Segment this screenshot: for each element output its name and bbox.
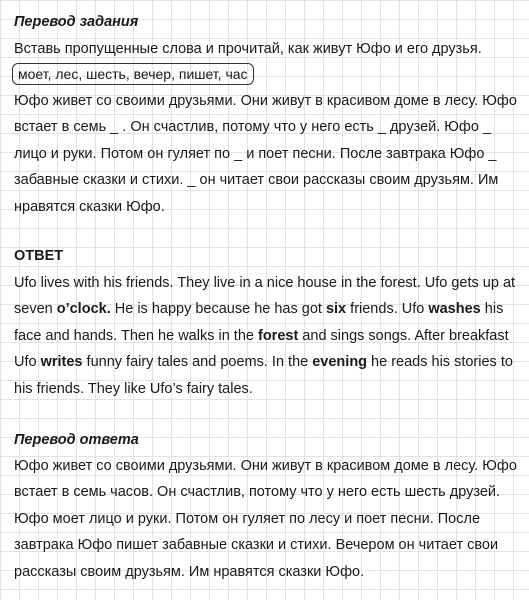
- answer-text-segment: his face and hands. Then he walks in the: [14, 301, 504, 344]
- answer-inserted-word: six: [325, 301, 347, 318]
- answer-text-segment: Ufo lives with his friends. They live in a nice house in the forest. Ufo gets up at seven: [14, 275, 516, 318]
- answer-inserted-word: o’clock.: [56, 301, 111, 318]
- answer-heading: ОТВЕТ: [14, 248, 64, 264]
- answer-text-segment: He is happy because he has got: [110, 301, 326, 318]
- answer-text-segment: he reads his stories to his friends. They like Ufo’s fairy tales.: [14, 354, 513, 397]
- answer-text-segment: funny fairy tales and poems. In the: [82, 354, 313, 371]
- task-instruction: Вставь пропущенные слова и прочитай, как живут Юфо и его друзья.: [14, 41, 482, 57]
- answer-inserted-word: writes: [40, 354, 83, 371]
- answer-inserted-word: washes: [428, 301, 481, 318]
- task-text: Юфо живет со своими друзьями. Они живут в красивом доме в лесу. Юфо встает в семь _ . Он счастлив, потому что у него есть _ друзей. Юфо _ лицо и руки. Потом он гуляет по _ и поет песни. После завтрака Юфо _ забавные сказки и стихи. _ он читает свои рассказы своим друзьям. Им нравятся сказки Юфо.: [14, 93, 517, 215]
- answer-translation-heading: Перевод ответа: [14, 432, 139, 448]
- answer-text-segment: and sings songs. After breakfast Ufo: [14, 327, 509, 371]
- answer-inserted-word: evening: [312, 354, 368, 371]
- word-bank-box: моет, лес, шесть, вечер, пишет, час: [12, 63, 254, 85]
- answer-inserted-word: forest: [257, 327, 299, 344]
- answer-text-segment: friends. Ufo: [346, 301, 429, 318]
- answer-text: [14, 270, 518, 402]
- task-translation-heading: Перевод задания: [14, 14, 139, 30]
- answer-translation-text: Юфо живет со своими друзьями. Они живут в красивом доме в лесу. Юфо встает в семь часов. Он счастлив, потому что у него есть шесть друзей. Юфо моет лицо и руки. Потом он гуляет по лесу и поет песни. После завтрака Юфо пишет забавные сказки и стихи. Вечером он читает свои рассказы своим друзьям. Им нравятся сказки Юфо.: [14, 458, 517, 580]
